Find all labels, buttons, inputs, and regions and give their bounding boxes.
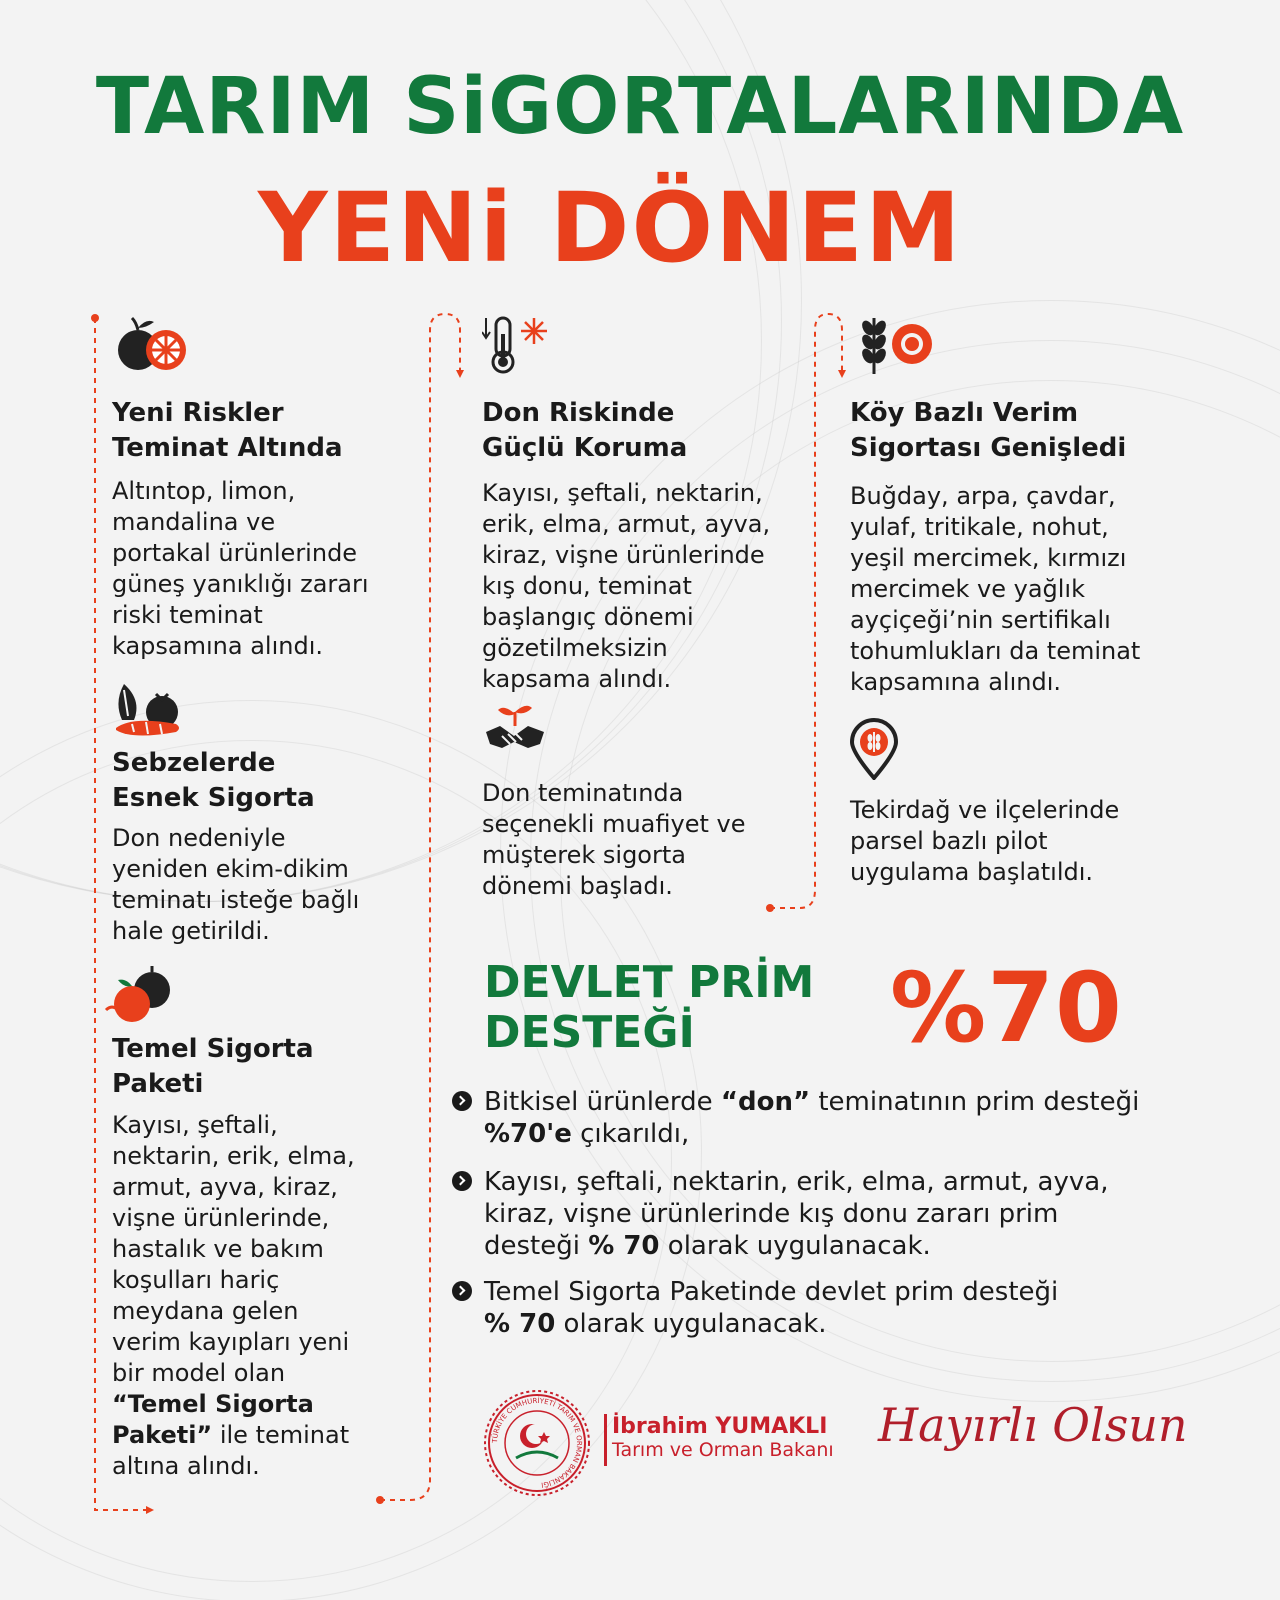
vegetables-icon: [112, 680, 184, 742]
text-line: seçenekli muafiyet ve: [482, 810, 746, 838]
text-line: altına alındı.: [112, 1452, 260, 1480]
text-line: müşterek sigorta: [482, 841, 686, 869]
label-line: DEVLET PRİM: [484, 957, 815, 1008]
text-line: armut, ayva, kiraz,: [112, 1173, 338, 1201]
text-line: kapsama alındı.: [482, 665, 672, 693]
text-line: bir model olan: [112, 1359, 286, 1387]
text-frost-protection: [482, 478, 802, 695]
location-pin-wheat-icon: [848, 718, 900, 780]
text-tail: ile teminat: [212, 1421, 350, 1449]
text-line: yeşil mercimek, kırmızı: [850, 544, 1127, 572]
thermometer-frost-icon: [482, 314, 554, 376]
text-line: ayçiçeği’nin sertifikalı: [850, 606, 1111, 634]
text-line: başlangıç dönemi: [482, 603, 694, 631]
label-line: DESTEĞİ: [484, 1007, 695, 1058]
premium-support-label: [484, 958, 814, 1058]
text-line: vişne ürünlerinde,: [112, 1204, 330, 1232]
heading-new-risks: [112, 396, 412, 466]
text-line: erik, elma, armut, ayva,: [482, 510, 771, 538]
text-line: portakal ürünlerinde: [112, 539, 358, 567]
heading-basic-package: [112, 1032, 412, 1102]
text-basic-package: [112, 1110, 432, 1482]
text: olarak uygulanacak.: [659, 1231, 931, 1261]
heading-line: Teminat Altında: [112, 433, 343, 463]
text: çıkarıldı,: [571, 1119, 690, 1149]
title-line-1: TARIM SiGORTALARINDA: [95, 62, 1185, 152]
bold-text: %70'e: [484, 1119, 572, 1149]
text-line: teminatı isteğe bağlı: [112, 886, 360, 914]
bold-text: % 70: [588, 1231, 660, 1261]
text-village-yield: [850, 481, 1180, 698]
heading-vegetables: [112, 746, 412, 816]
heading-line: Paketi: [112, 1069, 204, 1099]
handshake-plant-icon: [484, 702, 546, 758]
heading-line: Temel Sigorta: [112, 1034, 314, 1064]
text-line: meydana gelen: [112, 1297, 299, 1325]
heading-line: Don Riskinde: [482, 398, 675, 428]
bold-text: Paketi”: [112, 1421, 213, 1449]
text-line: verim kayıpları yeni: [112, 1328, 350, 1356]
text-line: yeniden ekim-dikim: [112, 855, 349, 883]
text-line: Don nedeniyle: [112, 824, 286, 852]
wheat-sunflower-icon: [858, 314, 936, 376]
text-line: gözetilmeksizin: [482, 634, 668, 662]
heading-line: Yeni Riskler: [112, 398, 284, 428]
chevron-circle-icon: [452, 1281, 472, 1301]
text-vegetables: [112, 823, 412, 947]
bold-text: % 70: [484, 1309, 556, 1339]
bullet-item: [452, 1086, 1192, 1150]
svg-text:TÜRKİYE CUMHURİYETİ TARIM VE O: TÜRKİYE CUMHURİYETİ TARIM VE ORMAN BAKANLIĞI: [490, 1396, 584, 1489]
ministry-seal-logo: [482, 1388, 592, 1498]
text-line: hale getirildi.: [112, 917, 270, 945]
text-line: Buğday, arpa, çavdar,: [850, 482, 1116, 510]
heading-village-yield: [850, 396, 1180, 466]
text-line: nektarin, erik, elma,: [112, 1142, 355, 1170]
text-line: Kayısı, şeftali, nektarin,: [482, 479, 763, 507]
heading-frost-protection: [482, 396, 802, 466]
bullet-item: [452, 1276, 1192, 1340]
text-line: kiraz, vişne ürünlerinde: [482, 541, 765, 569]
heading-line: Sebzelerde: [112, 748, 276, 778]
text-line: mercimek ve yağlık: [850, 575, 1085, 603]
text-tekirdag-pilot: [850, 795, 1180, 888]
heading-line: Sigortası Genişledi: [850, 433, 1127, 463]
heading-line: Güçlü Koruma: [482, 433, 688, 463]
heading-line: Köy Bazlı Verim: [850, 398, 1079, 428]
minister-title: Tarım ve Orman Bakanı: [612, 1439, 834, 1461]
text-line: Temel Sigorta Paketinde devlet prim desteği: [484, 1277, 1059, 1307]
heading-line: Esnek Sigorta: [112, 783, 315, 813]
text-line: yulaf, tritikale, nohut,: [850, 513, 1109, 541]
text-line: riski teminat: [112, 601, 263, 629]
bullet-item: [452, 1166, 1192, 1262]
text-line: kapsamına alındı.: [850, 668, 1062, 696]
bold-text: “don”: [720, 1087, 811, 1117]
text-deductible: [482, 778, 802, 902]
text-line: Kayısı, şeftali, nektarin, erik, elma, armut, ayva,: [484, 1167, 1109, 1197]
text-line: Tekirdağ ve ilçelerinde: [850, 796, 1120, 824]
text-line: koşulları hariç: [112, 1266, 280, 1294]
fruits-icon: [102, 964, 176, 1026]
text-line: kapsamına alındı.: [112, 632, 324, 660]
text: desteği: [484, 1231, 589, 1261]
footer-separator: [604, 1414, 607, 1466]
text-line: dönemi başladı.: [482, 872, 673, 900]
text-line: tohumlukları da teminat: [850, 637, 1141, 665]
title-line-2: YENi DÖNEM: [258, 172, 963, 284]
text: Bitkisel ürünlerde: [484, 1087, 721, 1117]
text-line: hastalık ve bakım: [112, 1235, 324, 1263]
text-new-risks: [112, 476, 412, 662]
chevron-circle-icon: [452, 1171, 472, 1191]
text-line: güneş yanıklığı zararı: [112, 570, 369, 598]
text: olarak uygulanacak.: [555, 1309, 827, 1339]
bold-text: “Temel Sigorta: [112, 1390, 314, 1418]
text-line: Kayısı, şeftali,: [112, 1111, 278, 1139]
citrus-fruit-icon: [114, 314, 192, 376]
minister-name: İbrahim YUMAKLI: [612, 1414, 828, 1439]
text: teminatının prim desteği: [810, 1087, 1140, 1117]
minister-block: [612, 1414, 834, 1461]
text-line: uygulama başlatıldı.: [850, 858, 1094, 886]
text-line: kiraz, vişne ürünlerinde kış donu zararı prim: [484, 1199, 1059, 1229]
chevron-circle-icon: [452, 1091, 472, 1111]
text-line: kış donu, teminat: [482, 572, 692, 600]
signature-text: Hayırlı Olsun: [878, 1398, 1188, 1452]
text-line: Don teminatında: [482, 779, 684, 807]
text-line: Altıntop, limon,: [112, 477, 296, 505]
text-line: mandalina ve: [112, 508, 276, 536]
premium-support-percent: %70: [890, 952, 1123, 1064]
text-line: parsel bazlı pilot: [850, 827, 1048, 855]
